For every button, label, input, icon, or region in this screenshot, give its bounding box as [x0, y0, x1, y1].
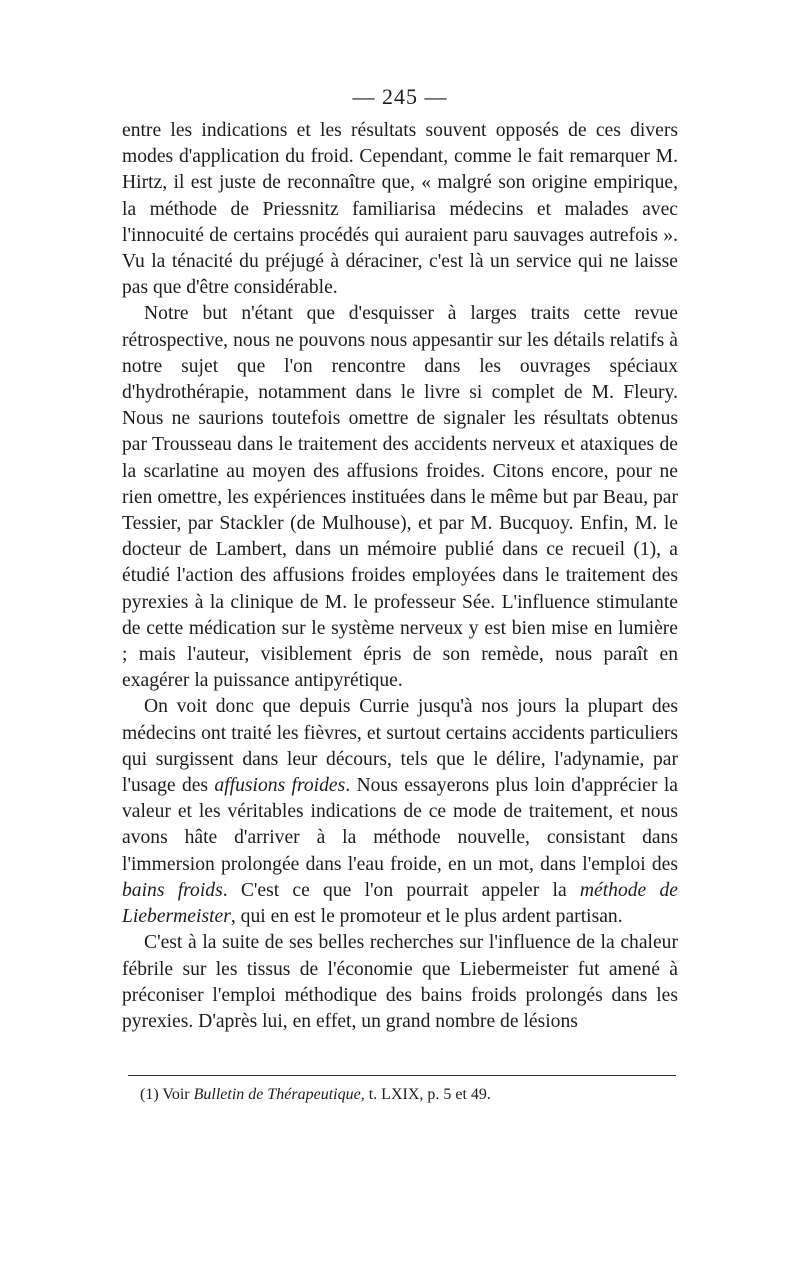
paragraph-1: entre les indications et les résultats souvent opposés de ces divers modes d'application du froid. Cependant, comme le fait remarquer M. Hirtz, il est juste de reconnaître que, « malgré son origine empirique, la méthode de Priessnitz familiarisa médecins et malades avec l'innocuité de certains procédés qui auraient paru sauvages autrefois ». Vu la ténacité du préjugé à déraciner, c'est là un service qui ne laisse pas que d'être considérable. [122, 120, 678, 299]
footnote-journal: Bulletin de Thérapeutique [193, 1086, 361, 1103]
italic-methode-liebermeister: méthode de Liebermeister [122, 879, 678, 928]
body-text [122, 118, 678, 1035]
italic-bains-froids: bains froids [122, 879, 223, 901]
paragraph-4: C'est à la suite de ses belles recherches sur l'influence de la chaleur fébrile sur les tissus de l'économie que Liebermeister fut amené à préconiser l'emploi méthodique des bains froids prolongés dans les pyrexies. D'après lui, en effet, un grand nombre de lésions [122, 932, 678, 1032]
paragraph-2: Notre but n'étant que d'esquisser à larges traits cette revue rétrospective, nous ne pouvons nous appesantir sur les détails relatifs à notre sujet que l'on rencontre dans les ouvrages spéciaux d'hydrothérapie, notamment dans le livre si complet de M. Fleury. Nous ne saurions toutefois omettre de signaler les résultats obtenus par Trousseau dans le traitement des accidents nerveux et ataxiques de la scarlatine au moyen des affusions froides. Citons encore, pour ne rien omettre, les expériences instituées dans le même but par Beau, par Tessier, par Stackler (de Mulhouse), et par M. Bucquoy. Enfin, M. le docteur de Lambert, dans un mémoire publié dans ce recueil (1), a étudié l'action des affusions froides employées dans le traitement des pyrexies à la clinique de M. le professeur Sée. L'influence stimulante de cette médication sur le système nerveux y est bien mise en lumière ; mais l'auteur, visiblement épris de son remède, nous paraît en exagérer la puissance antipyrétique. [122, 303, 678, 692]
paragraph-3-text-a: On voit donc que depuis Currie jusqu'à nos jours la plupart des médecins ont traité les fièvres, et surtout certains accidents particuliers qui surgissent dans leur décours, tels que le délire, l'adynamie, par l'usage des [122, 696, 678, 797]
paragraph-3 [122, 694, 678, 930]
footnote [140, 1085, 680, 1105]
page-number: — 245 — [352, 84, 448, 109]
footnote-divider [128, 1075, 676, 1076]
footnote-reference: , t. LXIX, p. 5 et 49. [360, 1086, 491, 1103]
paragraph-3-text-c: . C'est ce que l'on pourrait appeler la [222, 879, 580, 901]
footnote-marker: (1) Voir [140, 1086, 194, 1103]
paragraph-3-text-d: , qui en est le promoteur et le plus ardent partisan. [230, 906, 623, 928]
paragraph-3-text-b: . Nous essayerons plus loin d'apprécier la valeur et les véritables indications de ce mode de traitement, et nous avons hâte d'arriver à la méthode nouvelle, consistant dans l'immersion prolongée dans l'eau froide, en un mot, dans l'emploi des [122, 775, 678, 875]
italic-affusions-froides: affusions froides [214, 775, 346, 797]
